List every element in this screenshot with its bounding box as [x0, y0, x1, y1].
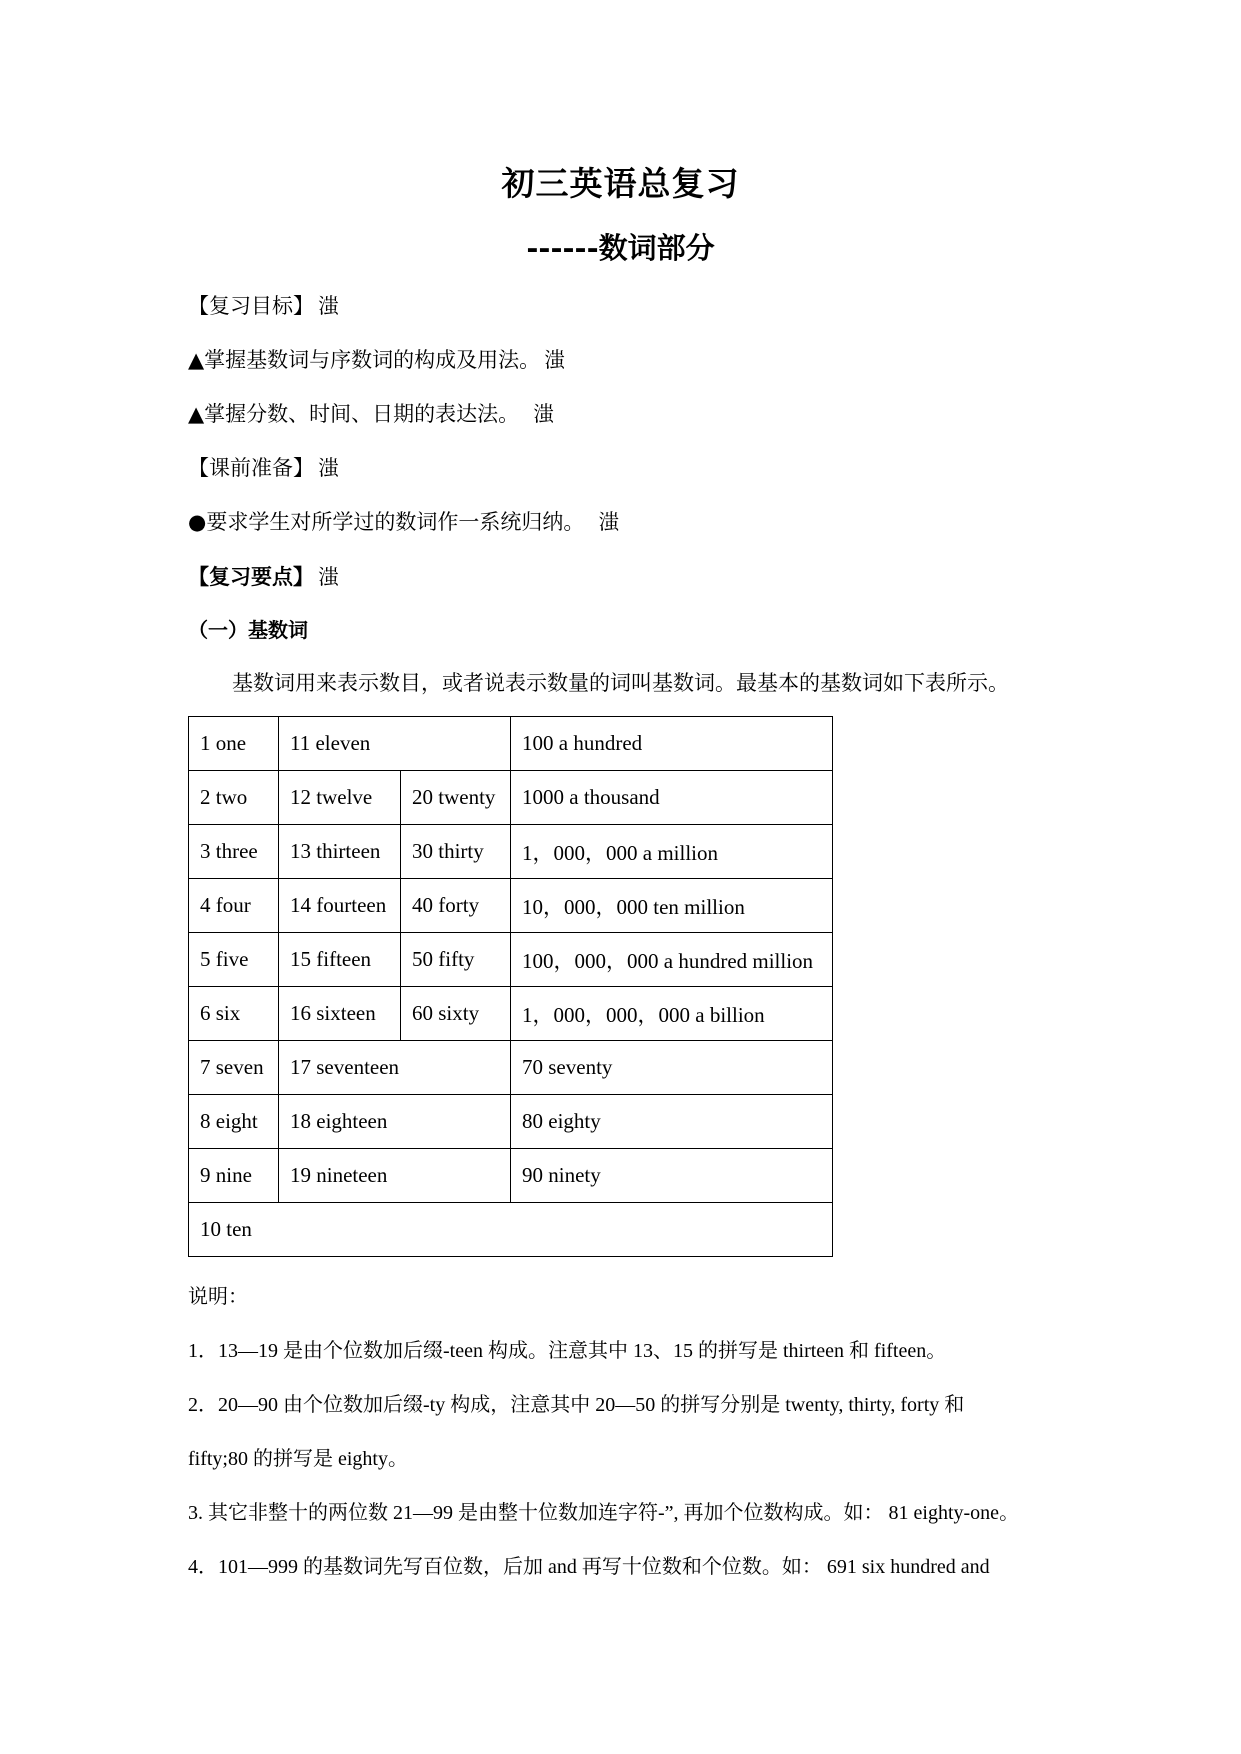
- prep-heading: 【课前准备】: [188, 456, 314, 480]
- table-cell: 20 twenty: [401, 771, 511, 825]
- table-cell: 60 sixty: [401, 987, 511, 1041]
- goal-item-2: [188, 398, 554, 428]
- note-item-4: 4．101—999 的基数词先写百位数，后加 and 再写十位数和个位数。如： 691 six hundred and: [188, 1556, 990, 1578]
- table-row: [189, 987, 833, 1041]
- note-item-2a: 2．20—90 由个位数加后缀-ty 构成，注意其中 20—50 的拼写分别是 twenty, thirty, forty 和: [188, 1394, 965, 1416]
- table-cell: 7 seven: [189, 1041, 279, 1095]
- note-heading: 说明：: [188, 1284, 248, 1308]
- document-subtitle: ------数词部分: [526, 231, 715, 265]
- table-row: [189, 1095, 833, 1149]
- table-cell: 16 sixteen: [279, 987, 401, 1041]
- table-cell: 14 fourteen: [279, 879, 401, 933]
- table-cell: 1，000，000 a million: [511, 825, 833, 879]
- prep-item-1-mark: 滍: [598, 510, 620, 534]
- table-cell: 4 four: [189, 879, 279, 933]
- points-heading: 【复习要点】: [188, 564, 314, 589]
- table-row: [189, 933, 833, 987]
- section-heading-cardinal: （一）基数词: [188, 618, 308, 642]
- goal-item-1-text: ▲掌握基数词与序数词的构成及用法。: [188, 348, 541, 372]
- table-row: [189, 1041, 833, 1095]
- table-cell: 40 forty: [401, 879, 511, 933]
- goal-item-1-mark: 滍: [544, 348, 566, 372]
- intro-paragraph: 基数词用来表示数目，或者说表示数量的词叫基数词。最基本的基数词如下表所示。: [232, 671, 1009, 695]
- table-cell: 12 twelve: [279, 771, 401, 825]
- table-cell: 90 ninety: [511, 1149, 833, 1203]
- table-cell: 9 nine: [189, 1149, 279, 1203]
- table-cell: 11 eleven: [279, 717, 511, 771]
- table-cell: 10，000，000 ten million: [511, 879, 833, 933]
- points-heading-mark: 滍: [318, 565, 339, 589]
- table-row: [189, 1203, 833, 1257]
- table-row: [189, 825, 833, 879]
- goal-item-2-text: ▲掌握分数、时间、日期的表达法。: [188, 402, 520, 426]
- prep-item-1: [188, 506, 619, 536]
- goal-item-1: [188, 344, 565, 374]
- table-cell: 10 ten: [189, 1203, 833, 1257]
- table-cell: 100，000，000 a hundred million: [511, 933, 833, 987]
- table-cell: 1 one: [189, 717, 279, 771]
- prep-item-1-text: ●要求学生对所学过的数词作一系统归纳。: [188, 510, 585, 534]
- table-cell: 15 fifteen: [279, 933, 401, 987]
- table-cell: 1000 a thousand: [511, 771, 833, 825]
- table-row: [189, 717, 833, 771]
- table-cell: 19 nineteen: [279, 1149, 511, 1203]
- table-cell: 30 thirty: [401, 825, 511, 879]
- goal-heading-mark: 滍: [318, 294, 339, 318]
- table-cell: 8 eight: [189, 1095, 279, 1149]
- table-cell: 2 two: [189, 771, 279, 825]
- table-row: [189, 879, 833, 933]
- cardinal-number-table: [188, 716, 833, 1257]
- note-item-1: 1．13—19 是由个位数加后缀-teen 构成。注意其中 13、15 的拼写是 thirteen 和 fifteen。: [188, 1340, 947, 1362]
- table-cell: 70 seventy: [511, 1041, 833, 1095]
- table-cell: 50 fifty: [401, 933, 511, 987]
- table-cell: 80 eighty: [511, 1095, 833, 1149]
- table-cell: 3 three: [189, 825, 279, 879]
- prep-heading-line: [188, 452, 339, 482]
- goal-item-2-mark: 滍: [533, 402, 555, 426]
- table-cell: 17 seventeen: [279, 1041, 511, 1095]
- goal-heading: 【复习目标】: [188, 294, 314, 318]
- prep-heading-mark: 滍: [318, 456, 339, 480]
- goal-heading-line: [188, 290, 339, 320]
- table-cell: 100 a hundred: [511, 717, 833, 771]
- table-cell: 18 eighteen: [279, 1095, 511, 1149]
- table-cell: 13 thirteen: [279, 825, 401, 879]
- table-row: [189, 1149, 833, 1203]
- note-item-3: 3. 其它非整十的两位数 21—99 是由整十位数加连字符-”, 再加个位数构成。如： 81 eighty-one。: [188, 1502, 1020, 1524]
- document-title: 初三英语总复习: [501, 164, 740, 203]
- points-heading-line: [188, 561, 339, 591]
- note-item-2b: fifty;80 的拼写是 eighty。: [188, 1448, 408, 1470]
- table-cell: 6 six: [189, 987, 279, 1041]
- table-row: [189, 771, 833, 825]
- table-cell: 1，000，000，000 a billion: [511, 987, 833, 1041]
- table-cell: 5 five: [189, 933, 279, 987]
